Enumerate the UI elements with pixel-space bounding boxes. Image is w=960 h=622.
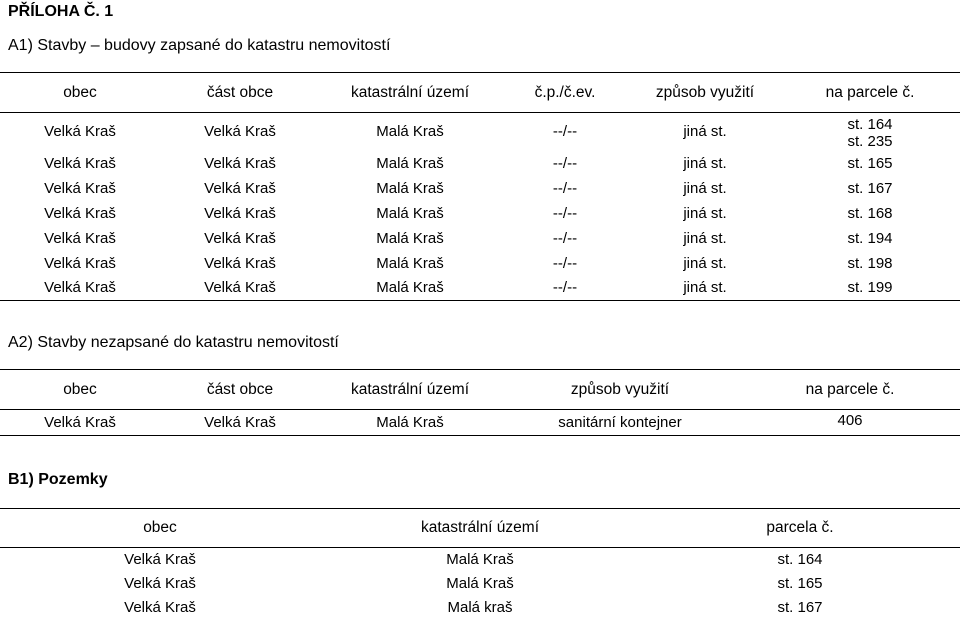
section-b1-heading: B1) Pozemky [8,471,108,488]
table-cell: --/-- [552,229,578,247]
table-a2 [0,369,960,436]
table-cell: Velká Kraš [204,204,276,222]
table-cell: --/-- [552,123,578,141]
table-cell: Velká Kraš [204,254,276,272]
table-cell: Velká Kraš [44,414,116,431]
table-row [0,572,960,596]
column-header: č.p./č.ev. [534,83,596,101]
table-cell: jiná st. [683,123,727,141]
column-header: katastrální území [420,519,540,536]
table-cell: Malá Kraš [446,551,514,569]
column-header: obec [63,83,97,101]
table-cell: jiná st. [683,204,727,222]
table-row [0,201,960,226]
table-cell: --/-- [552,154,578,172]
table-header-row [0,73,960,113]
table-row [0,251,960,276]
column-header: na parcele č. [825,83,915,101]
table-cell: 406 [837,412,863,429]
table-cell [780,113,960,151]
table-row [0,113,960,151]
table-cell: jiná st. [683,154,727,172]
table-cell: jiná st. [683,229,727,247]
table-cell: --/-- [552,254,578,272]
table-b1 [0,508,960,620]
section-a1-heading: A1) Stavby – budovy zapsané do katastru nemovitostí [8,37,391,54]
table-cell: Velká Kraš [44,179,116,197]
table-cell: jiná st. [683,254,727,272]
table-cell: jiná st. [683,279,727,297]
parcel-number: st. 164 [847,116,893,134]
table-cell: --/-- [552,279,578,297]
table-cell: Malá Kraš [376,204,444,222]
table-cell: Velká Kraš [204,414,276,431]
table-cell: st. 165 [777,575,823,592]
table-cell: Velká Kraš [204,123,276,141]
table-cell: st. 198 [847,254,893,272]
table-cell: Velká Kraš [204,179,276,197]
table-cell: Velká Kraš [124,599,196,616]
table-header-row [0,370,960,410]
table-cell: st. 165 [847,154,893,172]
table-cell: Malá Kraš [376,414,444,431]
table-cell: Velká Kraš [44,123,116,141]
page-title: PŘÍLOHA Č. 1 [8,3,114,20]
table-cell: --/-- [552,179,578,197]
column-header: způsob využití [655,83,755,101]
table-row [0,548,960,572]
column-header: katastrální území [350,380,470,398]
table-cell: Malá kraš [447,599,513,616]
table-cell: Velká Kraš [204,154,276,172]
table-cell: Velká Kraš [204,279,276,297]
table-cell: st. 194 [847,229,893,247]
table-row [0,176,960,201]
column-header: parcela č. [766,519,834,536]
table-cell: Velká Kraš [44,279,116,297]
section-a2-heading: A2) Stavby nezapsané do katastru nemovitostí [8,334,339,351]
column-header: způsob využití [570,380,670,398]
table-cell: Velká Kraš [44,254,116,272]
table-cell: Velká Kraš [44,229,116,247]
table-a1 [0,72,960,301]
table-row [0,410,960,436]
column-header: část obce [206,380,274,398]
column-header: na parcele č. [805,380,895,398]
table-cell: st. 168 [847,204,893,222]
parcel-number: st. 235 [847,133,893,151]
table-row [0,276,960,301]
table-cell: st. 199 [847,279,893,297]
table-row [0,596,960,620]
table-cell: --/-- [552,204,578,222]
table-cell: Malá Kraš [376,254,444,272]
table-cell: Malá Kraš [376,154,444,172]
table-cell: Velká Kraš [204,229,276,247]
table-cell: sanitární kontejner [558,414,682,431]
table-cell: Malá Kraš [376,179,444,197]
table-cell: Velká Kraš [124,551,196,569]
column-header: obec [143,519,177,536]
table-cell: Malá Kraš [376,123,444,141]
table-row [0,151,960,176]
table-cell: st. 167 [847,179,893,197]
table-cell: Velká Kraš [44,204,116,222]
table-cell: Malá Kraš [446,575,514,592]
table-header-row [0,509,960,548]
table-cell: Velká Kraš [124,575,196,592]
table-row [0,226,960,251]
column-header: obec [63,380,97,398]
table-cell: st. 167 [777,599,823,616]
table-cell: st. 164 [777,551,823,569]
table-cell: Malá Kraš [376,279,444,297]
table-cell: Malá Kraš [376,229,444,247]
column-header: katastrální území [350,83,470,101]
table-cell: jiná st. [683,179,727,197]
table-cell: Velká Kraš [44,154,116,172]
column-header: část obce [206,83,274,101]
